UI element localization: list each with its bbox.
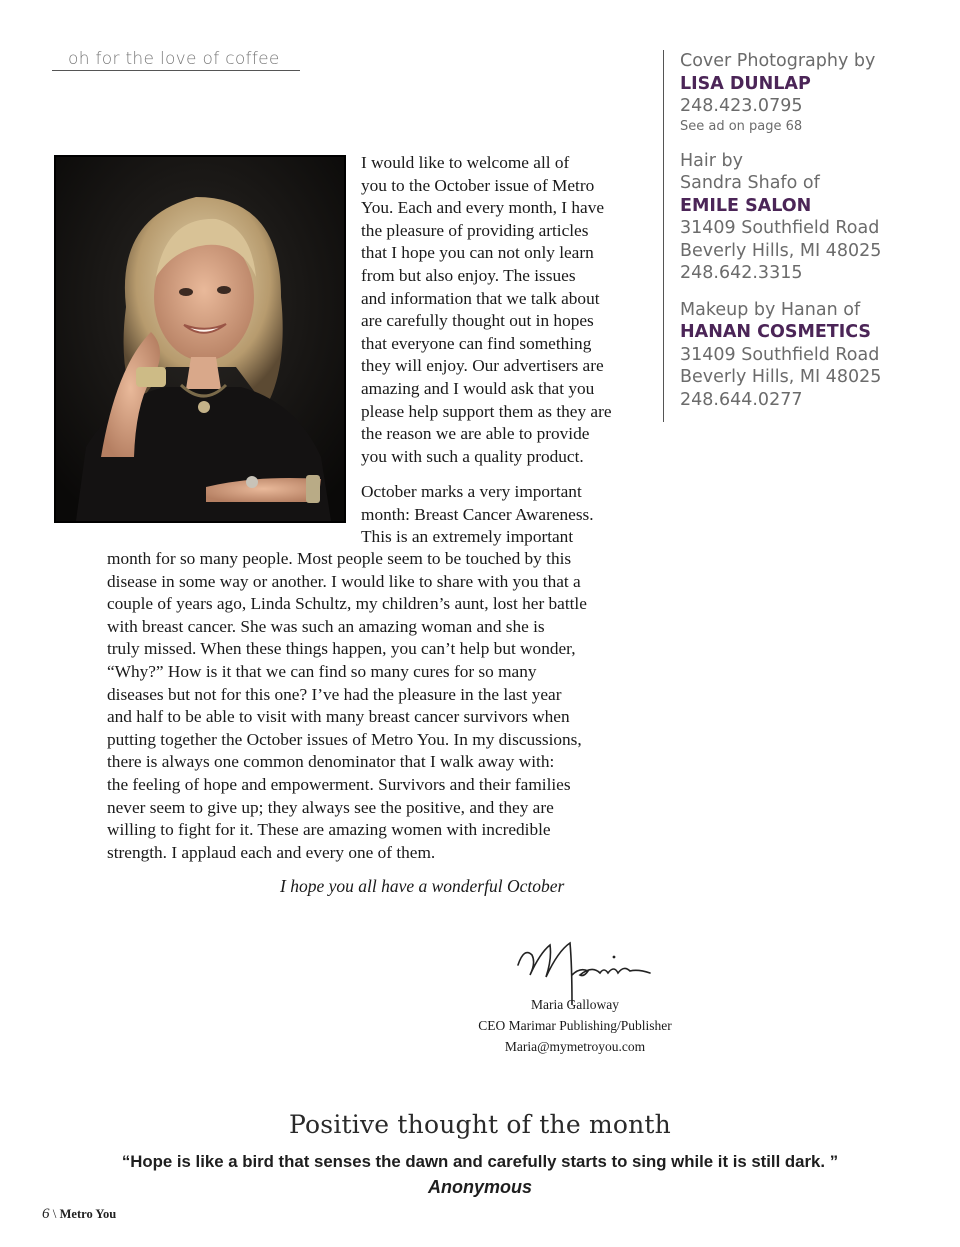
cover-credit-phone: 248.423.0795 bbox=[680, 96, 803, 116]
section-tag: oh for the love of coffee bbox=[52, 48, 300, 71]
hair-credit-salon: EMILE SALON bbox=[680, 195, 812, 216]
publication-name: Metro You bbox=[59, 1207, 117, 1221]
makeup-credit-phone: 248.644.0277 bbox=[680, 389, 803, 410]
text-line: the reason we are able to provide bbox=[361, 424, 590, 444]
text-line: never seem to give up; they always see the positive, and they are bbox=[107, 797, 554, 817]
hair-credit-label: Hair by bbox=[680, 150, 743, 171]
text-line: I would like to welcome all of bbox=[361, 153, 570, 172]
text-line: This is an extremely important bbox=[361, 527, 574, 547]
text-line: disease in some way or another. I would like to share with you that a bbox=[107, 571, 581, 591]
letter-paragraph-2 bbox=[107, 548, 667, 864]
makeup-credit-street: 31409 Southfield Road bbox=[680, 344, 880, 365]
hair-credit-city: Beverly Hills, MI 48025 bbox=[680, 240, 882, 261]
cover-credit bbox=[680, 50, 923, 136]
text-line: they will enjoy. Our advertisers are bbox=[361, 356, 604, 376]
author-portrait bbox=[54, 155, 346, 523]
text-line: and half to be able to visit with many breast cancer survivors when bbox=[107, 707, 570, 727]
signature-block bbox=[440, 994, 710, 1057]
text-line: willing to fight for it. These are amazing women with incredible bbox=[107, 820, 551, 840]
text-line: month: Breast Cancer Awareness. bbox=[361, 504, 594, 524]
text-line: please help support them as they are bbox=[361, 401, 612, 421]
thought-quote: “Hope is like a bird that senses the dawn and carefully starts to sing while it is still dark. ” bbox=[121, 1152, 839, 1171]
thought-author: Anonymous bbox=[427, 1177, 532, 1197]
page-folio bbox=[42, 1206, 116, 1223]
folio-separator: \ bbox=[52, 1206, 57, 1221]
handwritten-signature bbox=[510, 925, 670, 1005]
text-line: “Why?” How is it that we can find so many cures for so many bbox=[107, 661, 537, 681]
cover-credit-label: Cover Photography by bbox=[680, 51, 876, 71]
text-line: month for so many people. Most people seem to be touched by this bbox=[107, 549, 572, 568]
hair-credit bbox=[680, 150, 923, 285]
text-line: there is always one common denominator that I walk away with: bbox=[107, 752, 555, 772]
cover-credit-note: See ad on page 68 bbox=[680, 118, 803, 134]
signer-email: Maria@mymetroyou.com bbox=[504, 1039, 646, 1054]
makeup-credit bbox=[680, 299, 923, 412]
text-line: putting together the October issues of Metro You. In my discussions, bbox=[107, 729, 582, 749]
text-line: amazing and I would ask that you bbox=[361, 378, 595, 398]
letter-paragraph-1 bbox=[361, 152, 661, 468]
text-line: with breast cancer. She was such an amazing woman and she is bbox=[107, 616, 545, 636]
page-number: 6 bbox=[42, 1206, 50, 1222]
makeup-credit-company: HANAN COSMETICS bbox=[680, 322, 872, 342]
text-line: you to the October issue of Metro bbox=[361, 175, 595, 195]
text-line: that everyone can find something bbox=[361, 333, 592, 353]
hair-credit-street: 31409 Southfield Road bbox=[680, 218, 880, 238]
text-line: are carefully thought out in hopes bbox=[361, 311, 594, 331]
makeup-credit-city: Beverly Hills, MI 48025 bbox=[680, 367, 882, 387]
text-line: you with such a quality product. bbox=[361, 446, 584, 466]
signer-name: Maria Galloway bbox=[530, 997, 620, 1012]
text-line: from but also enjoy. The issues bbox=[361, 265, 576, 285]
text-line: couple of years ago, Linda Schultz, my children’s aunt, lost her battle bbox=[107, 594, 587, 614]
letter-paragraph-2-top bbox=[361, 481, 661, 549]
signer-title: CEO Marimar Publishing/Publisher bbox=[478, 1018, 672, 1033]
text-line: the pleasure of providing articles bbox=[361, 220, 589, 240]
letter-closing: I hope you all have a wonderful October bbox=[280, 876, 565, 896]
text-line: strength. I applaud each and every one of them. bbox=[107, 842, 436, 862]
credits-column bbox=[663, 50, 923, 422]
makeup-credit-label: Makeup by Hanan of bbox=[680, 299, 861, 320]
text-line: You. Each and every month, I have bbox=[361, 198, 604, 218]
thought-title: Positive thought of the month bbox=[289, 1110, 671, 1139]
text-line: diseases but not for this one? I’ve had the pleasure in the last year bbox=[107, 684, 562, 704]
text-line: and information that we talk about bbox=[361, 288, 600, 308]
text-line: truly missed. When these things happen, you can’t help but wonder, bbox=[107, 639, 576, 659]
text-line: that I hope you can not only learn bbox=[361, 243, 594, 263]
cover-credit-name: LISA DUNLAP bbox=[680, 73, 811, 94]
hair-credit-phone: 248.642.3315 bbox=[680, 263, 803, 283]
text-line: the feeling of hope and empowerment. Survivors and their families bbox=[107, 774, 571, 794]
text-line: October marks a very important bbox=[361, 482, 582, 501]
hair-credit-stylist: Sandra Shafo of bbox=[680, 173, 820, 193]
